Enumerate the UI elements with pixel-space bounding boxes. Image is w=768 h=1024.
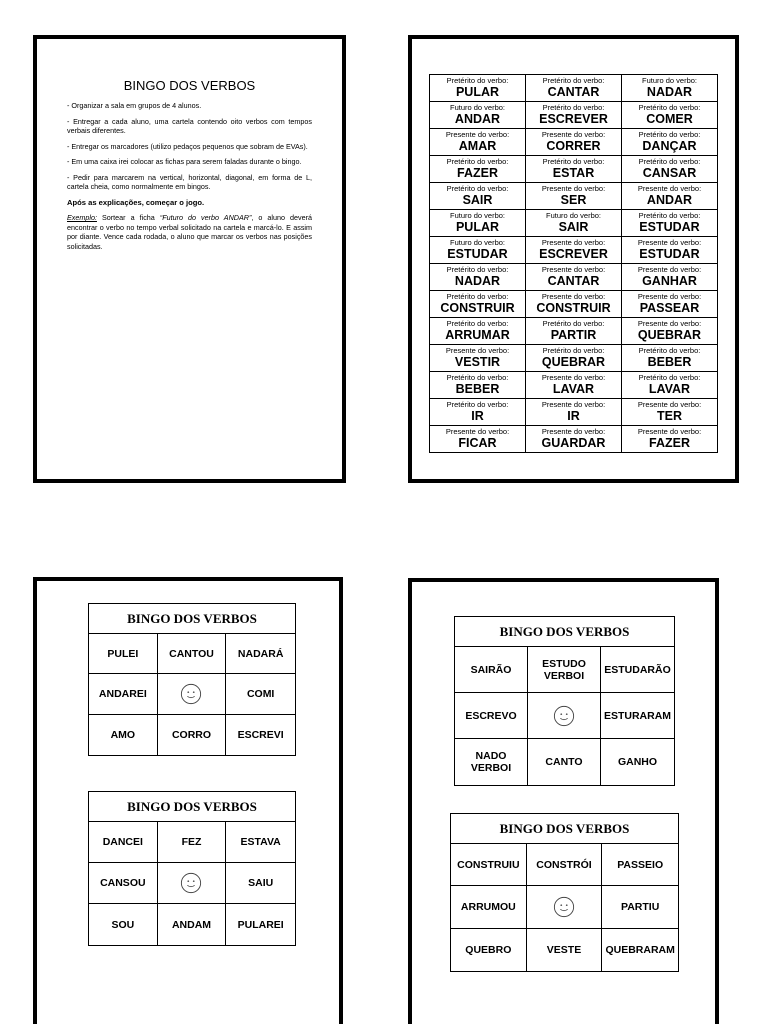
- bingo-cell: DANCEI: [89, 822, 158, 863]
- draw-card: [526, 210, 622, 237]
- draw-card: [430, 264, 526, 291]
- draw-card-verb: GUARDAR: [541, 436, 606, 450]
- draw-card: [430, 399, 526, 426]
- draw-card: [526, 264, 622, 291]
- draw-card: [622, 129, 718, 156]
- bingo-card: [450, 813, 679, 972]
- draw-row: [430, 129, 718, 156]
- draw-card-verb: CONSTRUIR: [536, 301, 611, 315]
- draw-row: [430, 156, 718, 183]
- draw-card-verb: ESTUDAR: [639, 247, 700, 261]
- bingo-cell: ESCREVI: [237, 728, 284, 741]
- draw-card-tense: Pretérito do verbo:: [638, 211, 701, 220]
- draw-card: [430, 237, 526, 264]
- instructions-text: [67, 79, 312, 257]
- draw-card-tense: Pretérito do verbo:: [542, 76, 605, 85]
- draw-card: [622, 210, 718, 237]
- draw-card-tense: Pretérito do verbo:: [446, 76, 509, 85]
- bingo-cell: ESTAVA: [226, 822, 295, 863]
- instruction-example: [67, 213, 312, 251]
- draw-card: [526, 345, 622, 372]
- bingo-cards-page-2: [408, 578, 719, 1024]
- bingo-cell: PULEI: [89, 634, 158, 674]
- draw-row: [430, 237, 718, 264]
- draw-row: [430, 75, 718, 102]
- bingo-grid: [89, 634, 295, 755]
- bingo-card: [88, 791, 296, 946]
- draw-card-verb: BEBER: [647, 355, 692, 369]
- draw-row: [430, 102, 718, 129]
- draw-card-tense: Pretérito do verbo:: [638, 130, 701, 139]
- bingo-cell: SOU: [89, 904, 158, 945]
- draw-card: [526, 237, 622, 264]
- draw-card-verb: QUEBRAR: [541, 355, 606, 369]
- bingo-card-title: BINGO DOS VERBOS: [451, 814, 678, 844]
- bingo-cell: ESCREVO: [455, 693, 528, 739]
- draw-card-verb: VESTIR: [454, 355, 501, 369]
- draw-card: [526, 372, 622, 399]
- bingo-card: [454, 616, 675, 786]
- draw-card: [622, 345, 718, 372]
- draw-card: [430, 156, 526, 183]
- draw-card-tense: Pretérito do verbo:: [638, 103, 701, 112]
- draw-card-verb: IR: [567, 409, 580, 423]
- bingo-cell: ESTUDO VERBOI: [528, 647, 601, 693]
- draw-card-verb: FICAR: [458, 436, 497, 450]
- free-space-cell: [158, 674, 227, 714]
- bingo-cell: SAIU: [226, 863, 295, 904]
- bingo-cell: CANTOU: [158, 634, 227, 674]
- draw-card-tense: Presente do verbo:: [541, 373, 606, 382]
- draw-card-verb: LAVAR: [648, 382, 691, 396]
- draw-card-verb: BEBER: [455, 382, 500, 396]
- draw-card-tense: Presente do verbo:: [541, 427, 606, 436]
- draw-card-tense: Presente do verbo:: [541, 238, 606, 247]
- bingo-cell: GANHO: [617, 756, 658, 768]
- bingo-cell: CORRO: [158, 715, 227, 755]
- draw-card-verb: FAZER: [457, 166, 498, 180]
- draw-card-tense: Presente do verbo:: [445, 130, 510, 139]
- draw-card-tense: Futuro do verbo:: [449, 238, 506, 247]
- draw-card: [622, 264, 718, 291]
- draw-card-tense: Futuro do verbo:: [449, 211, 506, 220]
- draw-card: [430, 291, 526, 318]
- draw-card-tense: Pretérito do verbo:: [446, 373, 509, 382]
- smiley-face-icon: [553, 705, 575, 727]
- draw-card-verb: PULAR: [455, 220, 500, 234]
- bingo-cell: NADO VERBOI: [455, 739, 528, 785]
- draw-card-tense: Pretérito do verbo:: [542, 157, 605, 166]
- draw-card-verb: GANHAR: [642, 274, 697, 288]
- draw-card-tense: Pretérito do verbo:: [446, 184, 509, 193]
- bingo-cell: QUEBRARAM: [605, 943, 675, 956]
- bingo-card-title: BINGO DOS VERBOS: [455, 617, 674, 647]
- draw-card-tense: Presente do verbo:: [541, 184, 606, 193]
- draw-card-verb: PASSEAR: [639, 301, 700, 315]
- draw-card-tense: Pretérito do verbo:: [446, 400, 509, 409]
- draw-card-verb: CORRER: [546, 139, 601, 153]
- draw-card-verb: SAIR: [558, 220, 589, 234]
- draw-card-verb: SAIR: [462, 193, 493, 207]
- draw-card-tense: Presente do verbo:: [637, 400, 702, 409]
- draw-card-verb: PARTIR: [550, 328, 597, 342]
- draw-card: [430, 426, 526, 453]
- draw-card: [430, 372, 526, 399]
- instruction-3: - Entregar os marcadores (utilizo pedaços pequenos que sobram de EVAs).: [67, 141, 308, 151]
- draw-card-tense: Futuro do verbo:: [449, 103, 506, 112]
- draw-card: [430, 75, 526, 102]
- instructions-title: BINGO DOS VERBOS: [123, 78, 256, 93]
- bingo-cell: COMI: [226, 674, 295, 714]
- draw-card: [526, 183, 622, 210]
- draw-card: [526, 75, 622, 102]
- smiley-face-icon: [180, 683, 202, 705]
- draw-card-verb: NADAR: [646, 85, 693, 99]
- draw-row: [430, 426, 718, 453]
- draw-card-verb: NADAR: [454, 274, 501, 288]
- draw-card-verb: COMER: [646, 112, 693, 126]
- bingo-cell: PARTIU: [602, 886, 678, 928]
- draw-card-tense: Pretérito do verbo:: [638, 373, 701, 382]
- draw-card: [430, 318, 526, 345]
- example-pre: Sortear a ficha: [96, 213, 160, 222]
- bingo-cell: PULAREI: [237, 918, 284, 931]
- draw-card-verb: TER: [657, 409, 682, 423]
- draw-card-verb: PULAR: [455, 85, 500, 99]
- draw-card-verb: CONSTRUIR: [440, 301, 515, 315]
- draw-card-verb: QUEBRAR: [637, 328, 702, 342]
- draw-card-verb: ANDAR: [646, 193, 693, 207]
- draw-card-tense: Presente do verbo:: [637, 292, 702, 301]
- draw-row: [430, 345, 718, 372]
- draw-card: [430, 129, 526, 156]
- draw-card-tense: Presente do verbo:: [637, 184, 702, 193]
- draw-card-verb: ANDAR: [454, 112, 501, 126]
- draw-row: [430, 210, 718, 237]
- free-space-cell: [158, 863, 227, 904]
- draw-card: [622, 237, 718, 264]
- draw-card-verb: ESTUDAR: [447, 247, 508, 261]
- draw-card-verb: ARRUMAR: [445, 328, 510, 342]
- draw-card-tense: Presente do verbo:: [541, 400, 606, 409]
- draw-row: [430, 318, 718, 345]
- draw-card-verb: CANTAR: [547, 85, 600, 99]
- draw-card: [526, 318, 622, 345]
- draw-card-tense: Futuro do verbo:: [545, 211, 602, 220]
- free-space-cell: [528, 693, 601, 739]
- draw-card-tense: Presente do verbo:: [637, 319, 702, 328]
- draw-card-verb: ESTUDAR: [639, 220, 700, 234]
- bingo-grid: [451, 844, 678, 971]
- draw-card-tense: Pretérito do verbo:: [446, 292, 509, 301]
- draw-card-tense: Pretérito do verbo:: [446, 319, 509, 328]
- bingo-grid: [455, 647, 674, 785]
- instruction-2: - Entregar a cada aluno, uma cartela contendo oito verbos com tempos verbais diferentes.: [67, 116, 312, 135]
- draw-card-tense: Presente do verbo:: [445, 346, 510, 355]
- bingo-cell: VESTE: [527, 929, 603, 971]
- draw-card-tense: Pretérito do verbo:: [638, 157, 701, 166]
- draw-card-tense: Presente do verbo:: [637, 427, 702, 436]
- bingo-cell: ANDAREI: [89, 674, 158, 714]
- draw-card-verb: CANTAR: [547, 274, 600, 288]
- draw-card-tense: Presente do verbo:: [541, 292, 606, 301]
- draw-card: [622, 318, 718, 345]
- draw-card: [622, 183, 718, 210]
- draw-row: [430, 183, 718, 210]
- draw-card-tense: Pretérito do verbo:: [542, 319, 605, 328]
- free-space-cell: [527, 886, 603, 928]
- draw-card-verb: ESCREVER: [539, 112, 608, 126]
- example-post: , o aluno deverá encontrar o verbo no tempo verbal solicitado na cartela e marcá-lo. E assim por diante. Vence cada rodada, o aluno que marcar os verbos nas posições solicitadas.: [67, 213, 312, 251]
- draw-card-tense: Pretérito do verbo:: [446, 265, 509, 274]
- draw-card: [526, 426, 622, 453]
- bingo-cell: ARRUMOU: [451, 886, 527, 928]
- instructions-page: [33, 35, 346, 483]
- draw-row: [430, 372, 718, 399]
- draw-card-tense: Presente do verbo:: [445, 427, 510, 436]
- draw-card: [430, 345, 526, 372]
- draw-card-tense: Presente do verbo:: [637, 265, 702, 274]
- draw-card: [526, 291, 622, 318]
- bingo-grid: [89, 822, 295, 945]
- bingo-cell: NADARÁ: [226, 634, 295, 674]
- draw-card: [526, 102, 622, 129]
- bingo-card-title: BINGO DOS VERBOS: [89, 604, 295, 634]
- draw-row: [430, 264, 718, 291]
- draw-card-verb: IR: [471, 409, 484, 423]
- draw-card-verb: ESTAR: [552, 166, 595, 180]
- draw-card-tense: Pretérito do verbo:: [446, 157, 509, 166]
- draw-card-tense: Futuro do verbo:: [641, 76, 698, 85]
- draw-card-tense: Presente do verbo:: [541, 130, 606, 139]
- draw-row: [430, 291, 718, 318]
- draw-card-verb: ESCREVER: [539, 247, 608, 261]
- smiley-face-icon: [553, 896, 575, 918]
- draw-card-tense: Pretérito do verbo:: [542, 103, 605, 112]
- bingo-cell: CONSTRUIU: [451, 844, 527, 886]
- example-label: Exemplo:: [67, 213, 97, 222]
- draw-card: [430, 210, 526, 237]
- draw-card: [622, 426, 718, 453]
- draw-card: [622, 156, 718, 183]
- draw-card: [622, 372, 718, 399]
- draw-card: [526, 129, 622, 156]
- bingo-card-title: BINGO DOS VERBOS: [89, 792, 295, 822]
- draw-card: [622, 291, 718, 318]
- draw-card-tense: Pretérito do verbo:: [542, 346, 605, 355]
- example-quote: “Futuro do verbo ANDAR”: [159, 213, 252, 222]
- bingo-cell: SAIRÃO: [455, 647, 528, 693]
- draw-card: [622, 399, 718, 426]
- bingo-cell: FEZ: [158, 822, 227, 863]
- bingo-cell: PASSEIO: [602, 844, 678, 886]
- draw-card: [526, 399, 622, 426]
- instruction-5: - Pedir para marcarem na vertical, horizontal, diagonal, em forma de L, cartela cheia, como normalmente em bingos.: [67, 172, 312, 191]
- draw-card: [622, 102, 718, 129]
- bingo-cell: QUEBRO: [451, 929, 527, 971]
- draw-row: [430, 399, 718, 426]
- draw-card-verb: CANSAR: [642, 166, 697, 180]
- bingo-cell: ANDAM: [158, 904, 227, 945]
- draw-cards-table: [429, 74, 718, 453]
- smiley-face-icon: [180, 872, 202, 894]
- bingo-cell: ESTURARAM: [601, 693, 674, 739]
- draw-card-verb: LAVAR: [552, 382, 595, 396]
- draw-cards-page: [408, 35, 739, 483]
- bingo-cell: ESTUDARÃO: [601, 647, 674, 693]
- bingo-card: [88, 603, 296, 756]
- draw-card-verb: FAZER: [649, 436, 690, 450]
- draw-card-verb: SER: [560, 193, 587, 207]
- instruction-4: - Em uma caixa irei colocar as fichas para serem faladas durante o bingo.: [67, 157, 302, 166]
- bingo-cell: AMO: [89, 715, 158, 755]
- draw-card-verb: AMAR: [458, 139, 497, 153]
- draw-card-tense: Presente do verbo:: [541, 265, 606, 274]
- draw-card: [430, 102, 526, 129]
- draw-card-tense: Pretérito do verbo:: [638, 346, 701, 355]
- bingo-cards-page-1: [33, 577, 343, 1024]
- draw-card: [622, 75, 718, 102]
- instruction-start: Após as explicações, começar o jogo.: [67, 197, 205, 207]
- draw-card-tense: Presente do verbo:: [637, 238, 702, 247]
- draw-card: [430, 183, 526, 210]
- instruction-1: - Organizar a sala em grupos de 4 alunos.: [67, 101, 202, 110]
- bingo-cell: CANSOU: [89, 863, 158, 904]
- draw-card: [526, 156, 622, 183]
- bingo-cell: CONSTRÓI: [527, 844, 603, 886]
- bingo-cell: CANTO: [528, 739, 601, 785]
- draw-card-verb: DANÇAR: [642, 139, 697, 153]
